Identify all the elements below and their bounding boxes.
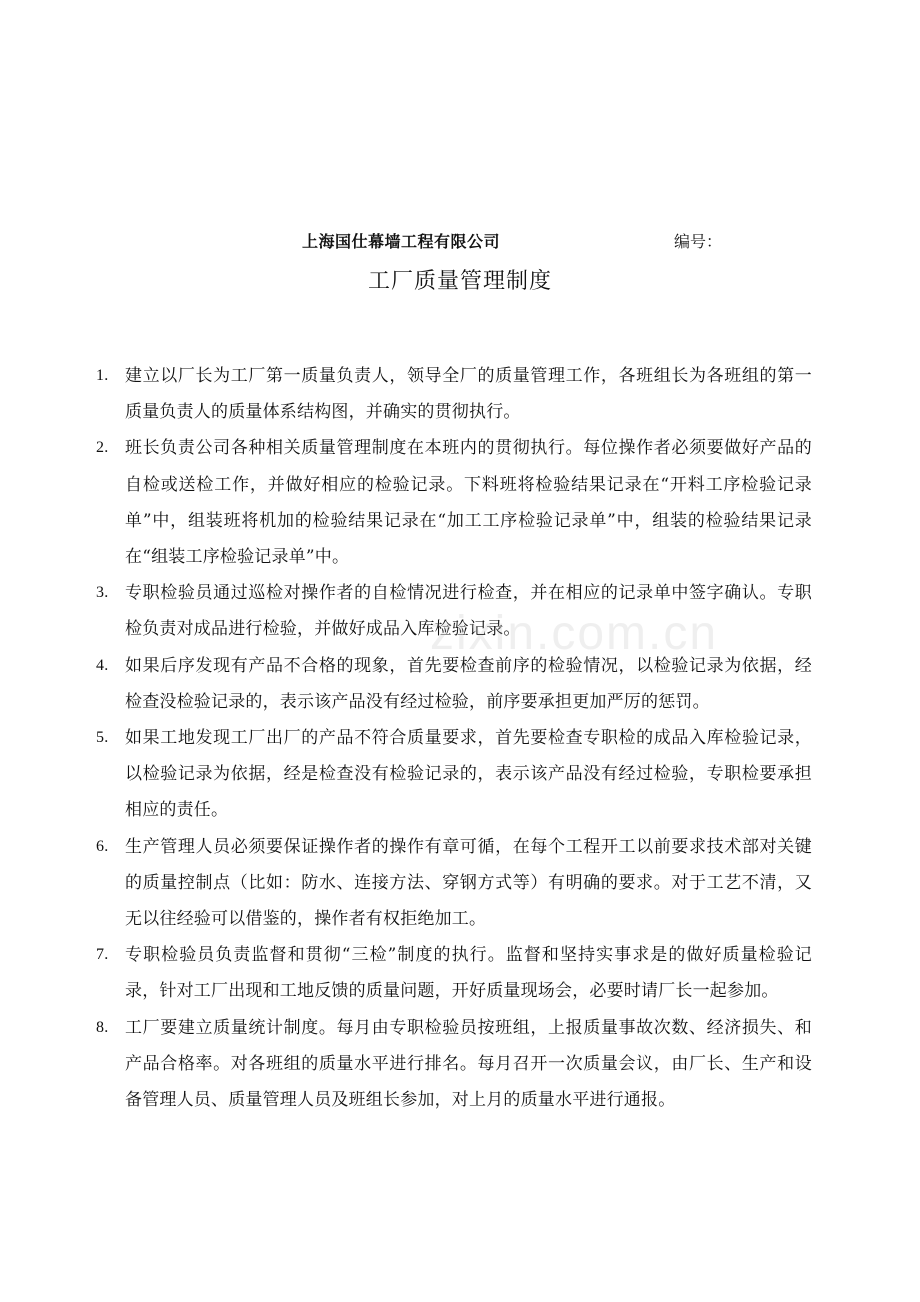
document-number-label: 编号： [674, 232, 723, 251]
item-number: 5. [96, 729, 109, 747]
company-name: 上海国仕幕墙工程有限公司 [302, 232, 501, 251]
item-text: 专职检验员通过巡检对操作者的自检情况进行检查，并在相应的记录单中签字确认。专职检负责对成品进行检验，并做好成品入库检验记录。 [125, 583, 812, 640]
watermark: zixin.com.cn [430, 607, 719, 660]
item-number: 6. [96, 837, 109, 855]
item-number: 2. [96, 439, 109, 457]
document-title: 工厂质量管理制度 [367, 269, 552, 294]
item-number: 1. [96, 367, 109, 384]
item-text: 如果工地发现工厂出厂的产品不符合质量要求，首先要检查专职检的成品入库检验记录，以检验记录为依据，经是检查没有检验记录的，表示该产品没有经过检验，专职检要承担相应的责任。 [125, 728, 812, 821]
item-text: 生产管理人员必须要保证操作者的操作有章可循，在每个工程开工以前要求技术部对关键的质量控制点（比如：防水、连接方法、穿钢方式等）有明确的要求。对于工艺不清，又无以往经验可以借鉴的，操作者有权拒绝加工。 [125, 836, 812, 930]
item-number: 8. [96, 1018, 109, 1036]
item-text: 班长负责公司各种相关质量管理制度在本班内的贯彻执行。每位操作者必须要做好产品的自检或送检工作，并做好相应的检验记录。下料班将检验结果记录在“开料工序检验记录单”中，组装班将机加的检验结果记录在“加工工序检验记录单”中，组装的检验结果记录在“组装工序检验记录单”中。 [125, 438, 812, 568]
list-item [96, 358, 812, 430]
list-item [96, 937, 812, 1009]
regulation-list [96, 358, 812, 1118]
list-item [96, 1010, 812, 1119]
item-text: 专职检验员负责监督和贯彻“三检”制度的执行。监督和坚持实事求是的做好质量检验记录，针对工厂出现和工地反馈的质量问题，开好质量现场会，必要时请厂长一起参加。 [125, 945, 812, 1002]
item-number: 3. [96, 584, 109, 602]
list-item [96, 430, 812, 575]
item-text: 建立以厂长为工厂第一质量负责人，领导全厂的质量管理工作，各班组长为各班组的第一质量负责人的质量体系结构图，并确实的贯彻执行。 [125, 366, 812, 423]
item-number: 7. [96, 946, 109, 964]
list-item [96, 720, 812, 829]
item-number: 4. [96, 656, 109, 674]
item-text: 工厂要建立质量统计制度。每月由专职检验员按班组，上报质量事故次数、经济损失、和产品合格率。对各班组的质量水平进行排名。每月召开一次质量会议，由厂长、生产和设备管理人员、质量管理人员及班组长参加，对上月的质量水平进行通报。 [125, 1017, 812, 1111]
item-text: 如果后序发现有产品不合格的现象，首先要检查前序的检验情况，以检验记录为依据，经检查没检验记录的，表示该产品没有经过检验，前序要承担更加严厉的惩罚。 [125, 655, 812, 712]
list-item [96, 829, 812, 938]
